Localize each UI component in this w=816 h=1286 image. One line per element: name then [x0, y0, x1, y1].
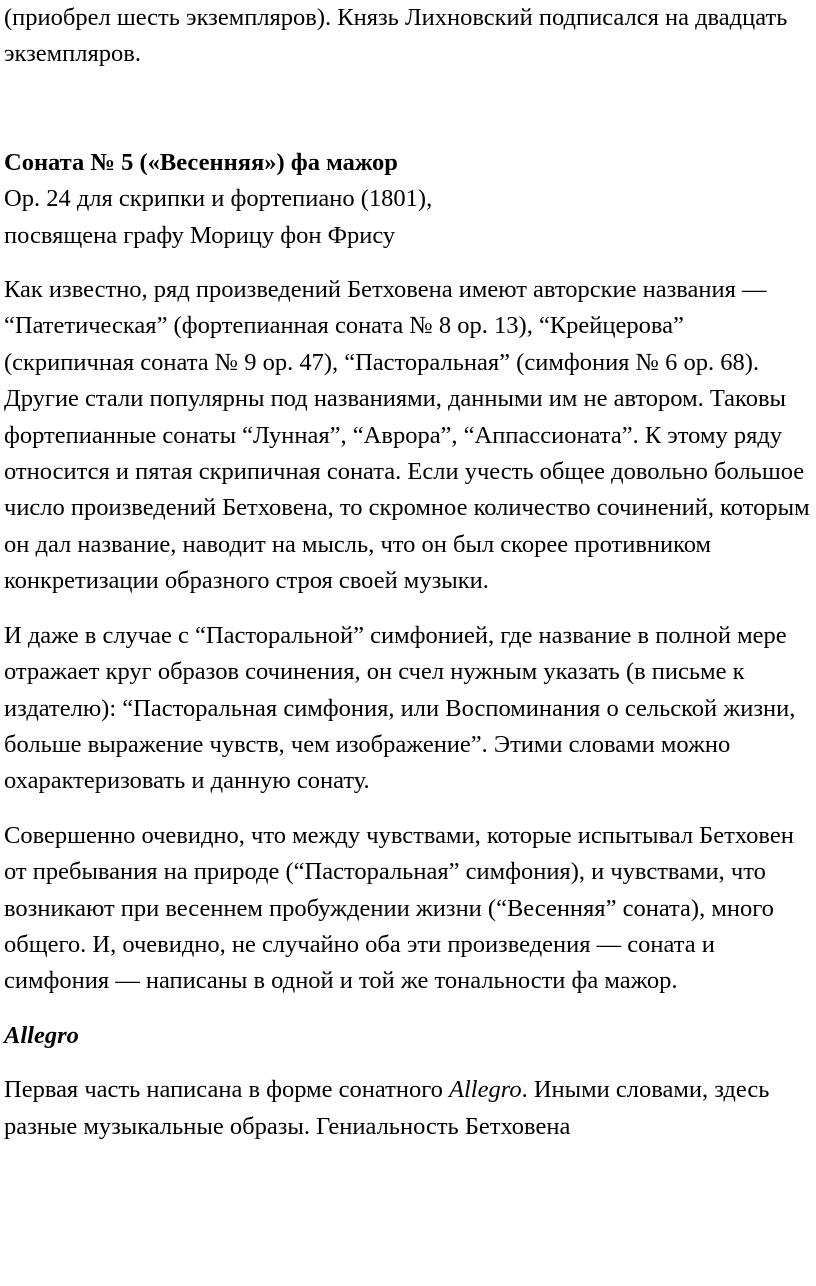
sonata-dedication-line: посвящена графу Морицу фон Фрису [4, 221, 396, 249]
intro-paragraph: (приобрел шесть экземпляров). Князь Лихновский подписался на двадцать экземпляров. [4, 4, 788, 68]
sonata-heading-block [4, 145, 810, 254]
sonata-title: Соната № 5 («Весенняя») фа мажор [4, 148, 398, 176]
section-heading-allegro: Allegro [4, 1021, 79, 1049]
paragraph-first-movement [4, 1072, 810, 1145]
paragraph-first-movement-text-end: . Иными словами, здесь разные музыкальные образы. Гениальность Бетховена [4, 1076, 770, 1140]
sonata-subtitle-line1: Ор. 24 для скрипки и фортепиано (1801), [4, 185, 433, 213]
paragraph-titles: Как известно, ряд произведений Бетховена имеют авторские названия — “Патетическая” (фортепианная соната № 8 ор. 13), “Крейцерова” (скрипичная соната № 9 ор. 47), “Пасторальная” (симфония № 6 ор. 68). Другие стали популярны под названиями, данными им не автором. Таковы фортепианные сонаты “Лунная”, “Аврора”, “Аппассионата”. К этому ряду относится и пятая скрипичная соната. Если учесть общее довольно большое число произведений Бетховена, то скромное количество сочинений, которым он дал название, наводит на мысль, что он был скорее противником конкретизации образного строя своей музыки. [4, 276, 810, 595]
paragraph-spring: Совершенно очевидно, что между чувствами, которые испытывал Бетховен от пребывания на природе (“Пасторальная” симфония), и чувствами, что возникают при весеннем пробуждении жизни (“Весенняя” соната), много общего. И, очевидно, не случайно оба эти произведения — соната и симфония — написаны в одной и той же тональности фа мажор. [4, 821, 794, 995]
paragraph-pastoral: И даже в случае с “Пасторальной” симфонией, где название в полной мере отражает круг образов сочинения, он счел нужным указать (в письме к издателю): “Пасторальная симфония, или Воспоминания о сельской жизни, больше выражение чувств, чем изображение”. Этими словами можно охарактеризовать и данную сонату. [4, 621, 796, 795]
allegro-term: Allegro [449, 1076, 522, 1104]
paragraph-first-movement-text-start: Первая часть написана в форме сонатного [4, 1076, 450, 1104]
